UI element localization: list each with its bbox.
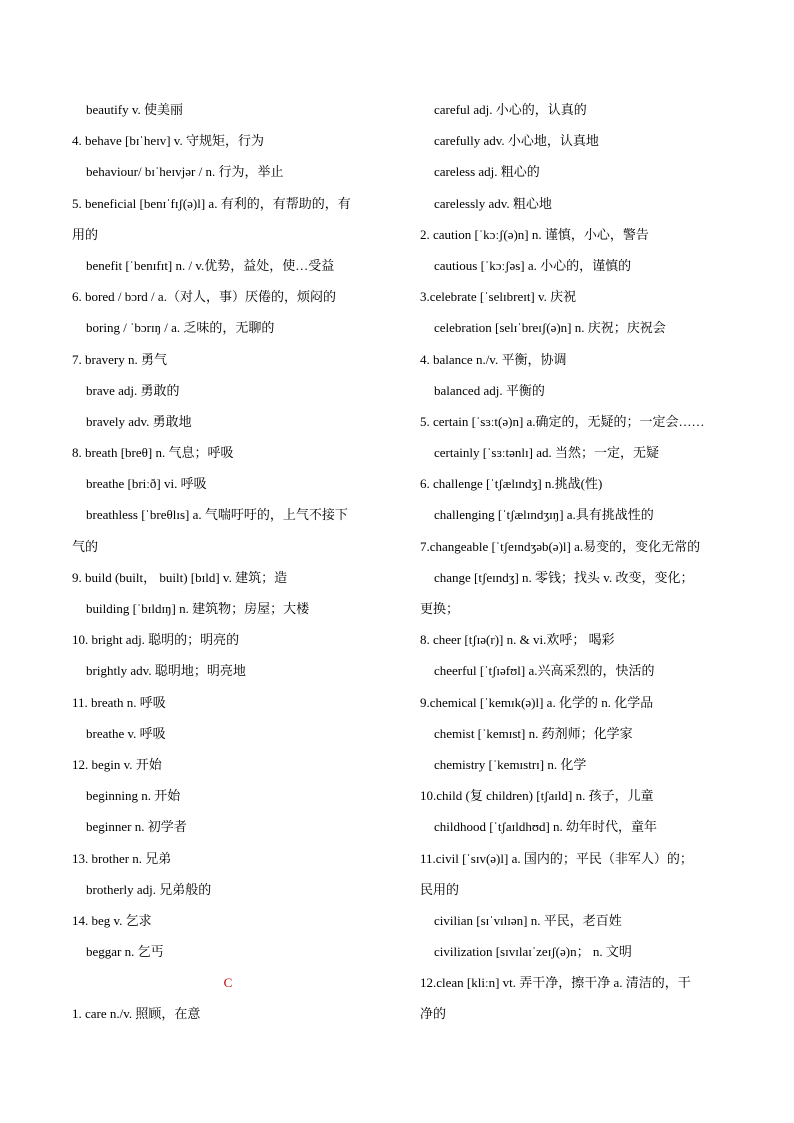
vocab-line: change [tʃeɪndʒ] n. 零钱；找头 v. 改变，变化；: [434, 569, 694, 585]
vocab-line: 12.clean [kliːn] vt. 弄干净，擦干净 a. 清洁的，干: [420, 975, 691, 991]
vocab-line: 12. begin v. 开始: [72, 756, 162, 772]
vocab-line: 2. caution [ˈkɔːʃ(ə)n] n. 谨慎，小心，警告: [420, 226, 649, 242]
vocab-line: 4. behave [bɪˈheɪv] v. 守规矩，行为: [72, 133, 264, 149]
vocab-line: beggar n. 乞丐: [86, 944, 164, 960]
vocab-line: 6. bored / bɔrd / a.（对人，事）厌倦的，烦闷的: [72, 289, 336, 305]
vocab-line: cautious [ˈkɔːʃəs] a. 小心的，谨慎的: [434, 257, 632, 273]
vocab-line: bravely adv. 勇敢地: [86, 413, 192, 429]
vocab-line: 3.celebrate [ˈselɪbreɪt] v. 庆祝: [420, 289, 577, 305]
vocab-line: civilization [sɪvɪlaɪˈzeɪʃ(ə)n； n. 文明: [434, 944, 632, 960]
vocab-line: civilian [sɪˈvɪlɪən] n. 平民，老百姓: [434, 912, 622, 928]
vocab-line: 8. cheer [tʃɪə(r)] n. & vi.欢呼； 喝彩: [420, 632, 615, 648]
vocab-line: 更换；: [420, 601, 460, 616]
vocab-line: 6. challenge [ˈtʃælɪndʒ] n.挑战(性): [420, 476, 603, 492]
left-column: [72, 94, 384, 1030]
vocab-line: 净的: [420, 1006, 447, 1022]
vocab-line: certainly [ˈsɜːtənlɪ] ad. 当然；一定，无疑: [434, 445, 659, 461]
vocab-line: beautify v. 使美丽: [86, 102, 183, 117]
right-column: [420, 94, 726, 1030]
vocab-line: 9.chemical [ˈkemɪk(ə)l] a. 化学的 n. 化学品: [420, 694, 654, 710]
vocab-line: balanced adj. 平衡的: [434, 382, 545, 398]
vocab-line: benefit [ˈbenɪfɪt] n. / v.优势，益处，使…受益: [86, 257, 335, 273]
vocab-line: 4. balance n./v. 平衡，协调: [420, 351, 567, 367]
vocab-line: celebration [selɪˈbreɪʃ(ə)n] n. 庆祝；庆祝会: [434, 320, 666, 336]
vocab-line: 10.child (复 children) [tʃaɪld] n. 孩子，儿童: [420, 788, 654, 804]
vocab-line: 10. bright adj. 聪明的；明亮的: [72, 632, 240, 648]
vocab-line: 5. certain [ˈsɜːt(ə)n] a.确定的，无疑的；一定会……: [420, 413, 705, 429]
vocab-line: building [ˈbɪldɪŋ] n. 建筑物；房屋；大楼: [86, 601, 310, 616]
vocab-line: breathe [briːð] vi. 呼吸: [86, 476, 207, 492]
vocab-line: careless adj. 粗心的: [434, 164, 540, 180]
vocab-line: 民用的: [420, 881, 460, 897]
section-letter: C: [223, 975, 233, 991]
vocab-line: cheerful [ˈtʃɪəfʊl] a.兴高采烈的，快活的: [434, 663, 655, 679]
vocab-line: carefully adv. 小心地，认真地: [434, 133, 599, 149]
vocab-line: 13. brother n. 兄弟: [72, 850, 172, 866]
vocab-line: brave adj. 勇敢的: [86, 382, 180, 398]
vocab-line: 1. care n./v. 照顾，在意: [72, 1006, 201, 1022]
vocab-line: challenging [ˈtʃælɪndʒɪŋ] a.具有挑战性的: [434, 507, 654, 523]
vocab-line: 11.civil [ˈsɪv(ə)l] a. 国内的；平民（非军人）的；: [420, 850, 693, 866]
vocab-line: 用的: [72, 226, 99, 242]
vocab-line: beginner n. 初学者: [86, 819, 187, 835]
vocab-line: 5. beneficial [benɪˈfɪʃ(ə)l] a. 有利的，有帮助的，有: [72, 195, 351, 211]
vocab-line: 8. breath [breθ] n. 气息；呼吸: [72, 445, 234, 461]
vocab-line: careful adj. 小心的，认真的: [434, 102, 587, 117]
vocab-line: 气的: [72, 538, 99, 554]
vocab-line: brightly adv. 聪明地；明亮地: [86, 663, 246, 679]
vocab-line: carelessly adv. 粗心地: [434, 195, 552, 211]
vocab-line: chemistry [ˈkemɪstrɪ] n. 化学: [434, 756, 587, 772]
vocab-line: breathe v. 呼吸: [86, 725, 166, 741]
vocab-line: beginning n. 开始: [86, 788, 181, 804]
vocab-line: 9. build (built， built) [bɪld] v. 建筑；造: [72, 569, 288, 585]
vocab-line: chemist [ˈkemɪst] n. 药剂师；化学家: [434, 725, 633, 741]
vocab-line: behaviour/ bɪˈheɪvjər / n. 行为，举止: [86, 164, 284, 180]
vocab-line: boring / ˈbɔrɪŋ / a. 乏味的，无聊的: [86, 320, 275, 336]
vocab-line: childhood [ˈtʃaɪldhʊd] n. 幼年时代，童年: [434, 819, 658, 835]
vocab-line: 7.changeable [ˈtʃeɪndʒəb(ə)l] a.易变的，变化无常的: [420, 538, 701, 554]
vocab-line: 14. beg v. 乞求: [72, 912, 152, 928]
vocab-line: 11. breath n. 呼吸: [72, 694, 166, 710]
vocab-line: 7. bravery n. 勇气: [72, 351, 167, 367]
vocab-line: breathless [ˈbreθlɪs] a. 气喘吁吁的，上气不接下: [86, 507, 348, 523]
vocab-line: brotherly adj. 兄弟般的: [86, 881, 212, 897]
